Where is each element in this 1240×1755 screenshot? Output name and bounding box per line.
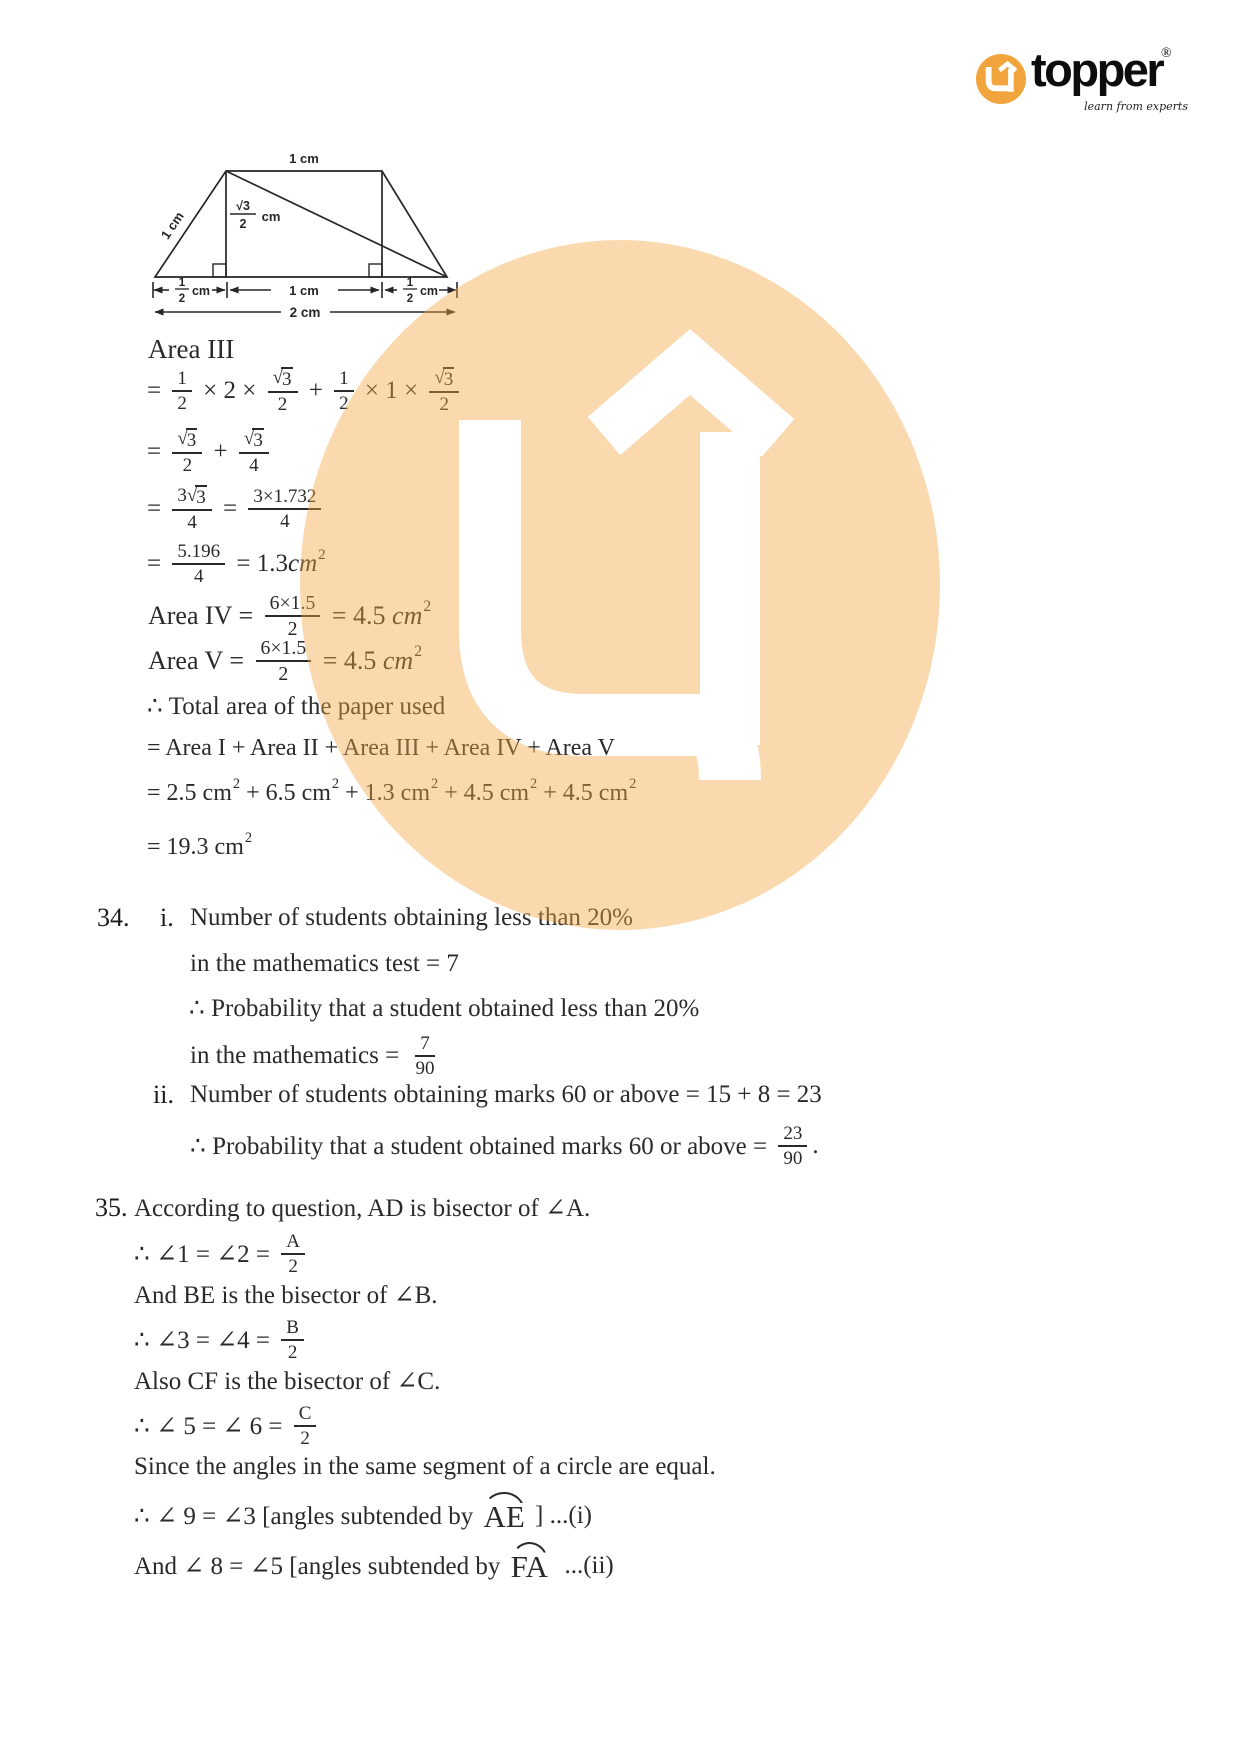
q34-number: 34. bbox=[97, 903, 130, 932]
sol-line-6: Area IV = $\frac{6\times 1.5}{2}$ = 4.5 cm 2 bbox=[148, 591, 432, 640]
trapezium-outline bbox=[155, 171, 447, 277]
q35-line-7: Since the angles in the same segment of a circle are equal. bbox=[134, 1453, 716, 1480]
trapezium-diagram bbox=[124, 124, 476, 326]
q34-i-line-2: in the mathematics test = 7 bbox=[190, 950, 459, 977]
q34-ii-line-2: ∴ Probability that a student obtained marks 60 or above = $\frac{23}{90}$ . bbox=[190, 1122, 819, 1169]
q34-i-line-4: in the mathematics = $\frac{7}{90}$ bbox=[190, 1032, 435, 1079]
q35-line-2: ∴ ∠1 = ∠2 = $\frac{A}{2}$ bbox=[134, 1226, 310, 1282]
logo-tagline: learn from experts bbox=[1084, 100, 1188, 113]
svg-text:1: 1 bbox=[178, 277, 186, 289]
sol-line-10: = 2.5 cm 2 + 6.5 cm 2 + 1.3 cm 2 + 4.5 cm 2 + 4.5 cm 2 bbox=[147, 776, 637, 806]
q34-part-i-label: i. bbox=[160, 903, 174, 932]
dimension-row-1-labels bbox=[179, 277, 438, 305]
sol-line-3: = √ 3 2 + √ 3 4 bbox=[147, 424, 274, 480]
sol-line-2: = $\frac{1}{2}$ × 2 × √ 3 2 + $\frac{1}{2}$ × 1 × √ 3 2 bbox=[147, 363, 464, 419]
q35-line-8: ∴ ∠ 9 = ∠3 [angles subtended by AE ] ...(i) bbox=[134, 1498, 592, 1534]
q35-line-9: And ∠ 8 = ∠5 [angles subtended by FA ...(ii) bbox=[134, 1548, 614, 1584]
q35-line-1: According to question, AD is bisector of ∠A. bbox=[134, 1195, 591, 1222]
svg-text:cm: cm bbox=[419, 284, 439, 298]
svg-text:cm: cm bbox=[261, 209, 281, 224]
total-width-label: 2 cm bbox=[289, 305, 321, 320]
right-angle-mark-right bbox=[369, 264, 382, 277]
svg-text:2: 2 bbox=[406, 293, 414, 305]
svg-text:√3: √3 bbox=[236, 199, 250, 213]
utopper-logo bbox=[974, 43, 1188, 120]
right-angle-mark-left bbox=[213, 264, 226, 277]
logo-circle bbox=[976, 54, 1026, 104]
sol-line-9: = Area I + Area II + Area III + Area IV + Area V bbox=[147, 734, 615, 761]
left-side-label: 1 cm bbox=[157, 209, 187, 242]
q35-line-5: Also CF is the bisector of ∠C. bbox=[134, 1368, 441, 1395]
q34-part-ii-label: ii. bbox=[153, 1080, 174, 1109]
sol-line-8: ∴ Total area of the paper used bbox=[147, 693, 446, 720]
q35-line-3: And BE is the bisector of ∠B. bbox=[134, 1282, 438, 1309]
sol-line-5: = $\frac{5.196}{4}$ = 1.3 cm 2 bbox=[147, 540, 326, 587]
svg-text:1: 1 bbox=[406, 277, 414, 289]
svg-text:1 cm: 1 cm bbox=[289, 283, 319, 298]
logo-registered-mark: ® bbox=[1161, 46, 1172, 61]
height-label bbox=[230, 199, 280, 231]
q35-line-6: ∴ ∠ 5 = ∠ 6 = $\frac{C}{2}$ bbox=[134, 1398, 321, 1454]
q34-ii-line-1: Number of students obtaining marks 60 or above = 15 + 8 = 23 bbox=[190, 1081, 822, 1108]
svg-text:cm: cm bbox=[191, 284, 211, 298]
q35-line-4: ∴ ∠3 = ∠4 = $\frac{B}{2}$ bbox=[134, 1312, 309, 1368]
area3-heading: Area III bbox=[148, 333, 235, 364]
svg-text:2: 2 bbox=[239, 217, 247, 231]
top-side-label: 1 cm bbox=[289, 151, 319, 166]
sol-line-7: Area V = $\frac{6\times 1.5}{2}$ = 4.5 cm 2 bbox=[148, 636, 423, 685]
q34-i-line-3: ∴ Probability that a student obtained less than 20% bbox=[189, 995, 700, 1022]
utopper-logo-icon bbox=[974, 50, 1028, 108]
q34-i-line-1: Number of students obtaining less than 20% bbox=[190, 904, 633, 931]
logo-brand: topper bbox=[1031, 43, 1163, 96]
sol-line-11: = 19.3 cm 2 bbox=[147, 830, 253, 860]
sol-line-4: = 3 √ 3 4 = $\frac{3\times 1.732}{4}$ bbox=[147, 481, 326, 537]
svg-text:2: 2 bbox=[178, 293, 186, 305]
q35-number: 35. bbox=[95, 1193, 128, 1222]
